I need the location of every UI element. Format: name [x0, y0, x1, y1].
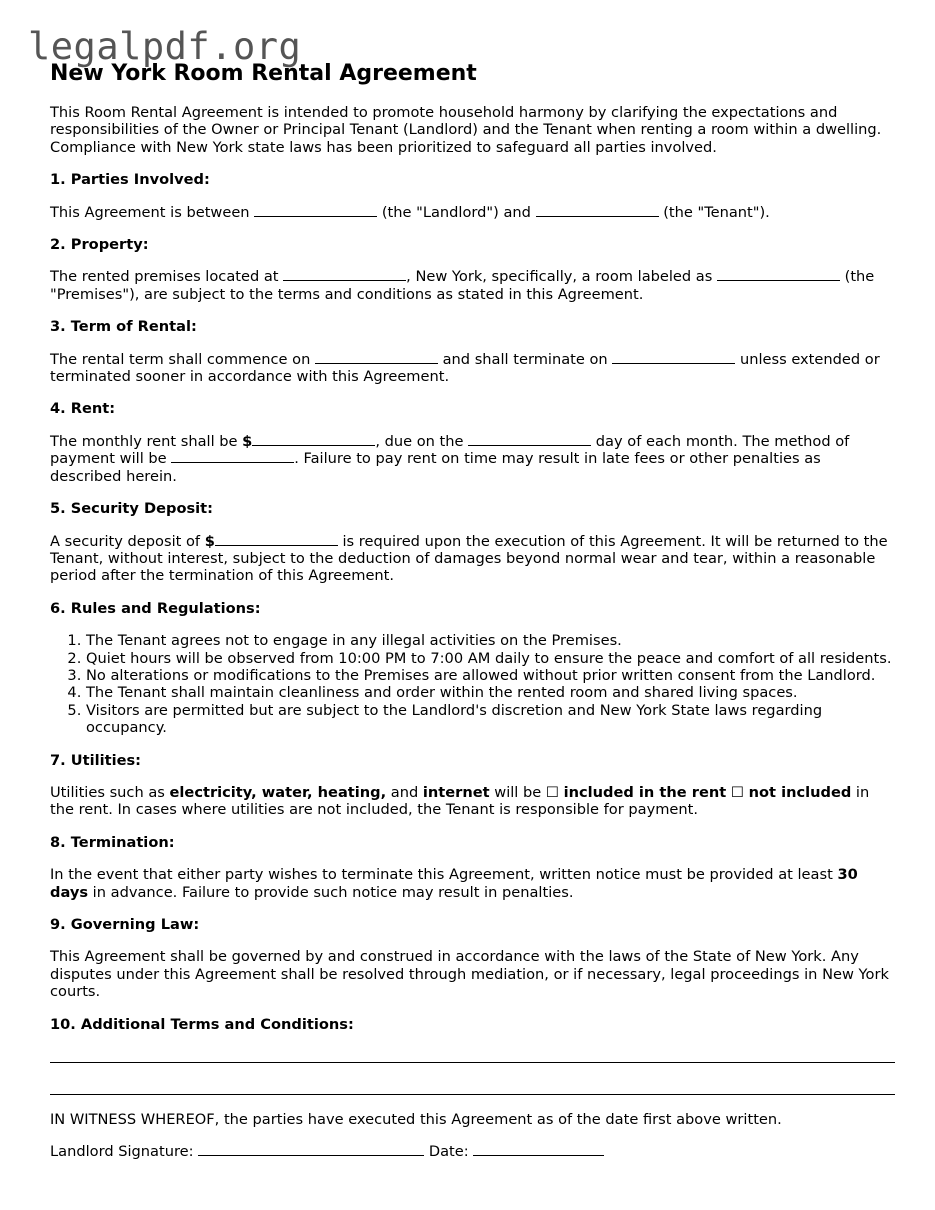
section-heading-deposit: 5. Security Deposit: — [50, 500, 213, 518]
not-included-checkbox[interactable]: ☐ — [730, 783, 744, 801]
list-item: 3. No alterations or modifications to the Premises are allowed without prior written consent from the Landlord. — [86, 667, 895, 684]
intro-paragraph: This Room Rental Agreement is intended to promote household harmony by clarifying the expectations and responsibilities of the Owner or Principal Tenant (Landlord) and the Tenant when renting a room within a dwelling. Compliance with New York state laws has been prioritized to safeguard all parties involved. — [50, 104, 882, 156]
additional-terms-line-1[interactable] — [50, 1062, 895, 1063]
section-heading-term: 3. Term of Rental: — [50, 318, 197, 336]
additional-terms-line-2[interactable] — [50, 1094, 895, 1095]
watermark-logo: legalpdf.org — [28, 25, 302, 68]
start-date-blank[interactable] — [315, 351, 438, 364]
signature-line: Landlord Signature: Date: — [50, 1143, 895, 1160]
deposit-amount-blank[interactable] — [215, 533, 338, 546]
section-heading-property: 2. Property: — [50, 236, 149, 254]
section-heading-parties: 1. Parties Involved: — [50, 171, 210, 189]
section-rent-text: The monthly rent shall be $ , due on the day of each month. The method of payment will be . Failure to pay rent on time may result in late fees or other penalties as described herein. — [50, 432, 850, 485]
section-parties-text: This Agreement is between (the "Landlord") and (the "Tenant"). — [50, 203, 770, 221]
section-property-text: The rented premises located at , New York, specifically, a room labeled as (the "Premises"), are subject to the terms and conditions as stated in this Agreement. — [50, 268, 875, 303]
landlord-signature-field[interactable] — [198, 1143, 424, 1156]
room-label-blank[interactable] — [717, 268, 840, 281]
section-heading-rules: 6. Rules and Regulations: — [50, 599, 261, 617]
section-heading-termination: 8. Termination: — [50, 833, 175, 851]
section-heading-governing-law: 9. Governing Law: — [50, 916, 200, 933]
section-heading-utilities: 7. Utilities: — [50, 751, 142, 769]
section-governing-law-text: This Agreement shall be governed by and construed in accordance with the laws of the State of New York. Any disputes under this Agreement shall be resolved through mediation, or if necessary, legal proceedings in New York courts. — [50, 948, 889, 1001]
payment-method-blank[interactable] — [171, 450, 294, 463]
section-heading-additional-terms: 10. Additional Terms and Conditions: — [50, 1015, 354, 1033]
end-date-blank[interactable] — [612, 351, 735, 364]
section-termination-text: In the event that either party wishes to terminate this Agreement, written notice must be provided at least 30 days in advance. Failure to provide such notice may result in penalties. — [50, 866, 858, 901]
landlord-name-blank[interactable] — [254, 204, 377, 217]
witness-statement: IN WITNESS WHEREOF, the parties have executed this Agreement as of the date first above written. — [50, 1111, 782, 1129]
included-checkbox[interactable]: ☐ — [545, 783, 559, 801]
section-term-text: The rental term shall commence on and shall terminate on unless extended or terminated sooner in accordance with this Agreement. — [50, 350, 880, 386]
rent-due-day-blank[interactable] — [468, 433, 591, 446]
premises-address-blank[interactable] — [283, 268, 406, 281]
section-deposit-text: A security deposit of $ is required upon the execution of this Agreement. It will be returned to the Tenant, without interest, subject to the deduction of damages beyond normal wear and tear, within a reasonable period after the termination of this Agreement. — [50, 532, 888, 585]
document-body — [50, 60, 895, 1176]
rent-amount-blank[interactable] — [252, 433, 375, 446]
section-utilities-text: Utilities such as electricity, water, heating, and internet will be ☐ included in the rent ☐ not included in the rent. In cases where utilities are not included, the Tenant is responsible for payment. — [50, 783, 870, 819]
list-item: 1. The Tenant agrees not to engage in any illegal activities on the Premises. — [86, 632, 895, 649]
document-title: New York Room Rental Agreement — [50, 61, 477, 86]
signature-date-field[interactable] — [473, 1143, 604, 1156]
tenant-name-blank[interactable] — [536, 204, 659, 217]
list-item: 2. Quiet hours will be observed from 10:00 PM to 7:00 AM daily to ensure the peace and comfort of all residents. — [86, 650, 895, 667]
rules-list — [50, 632, 895, 736]
section-heading-rent: 4. Rent: — [50, 400, 116, 418]
list-item: 5. Visitors are permitted but are subject to the Landlord's discretion and New York State laws regarding occupancy. — [86, 702, 895, 737]
list-item: 4. The Tenant shall maintain cleanliness and order within the rented room and shared living spaces. — [86, 684, 895, 701]
